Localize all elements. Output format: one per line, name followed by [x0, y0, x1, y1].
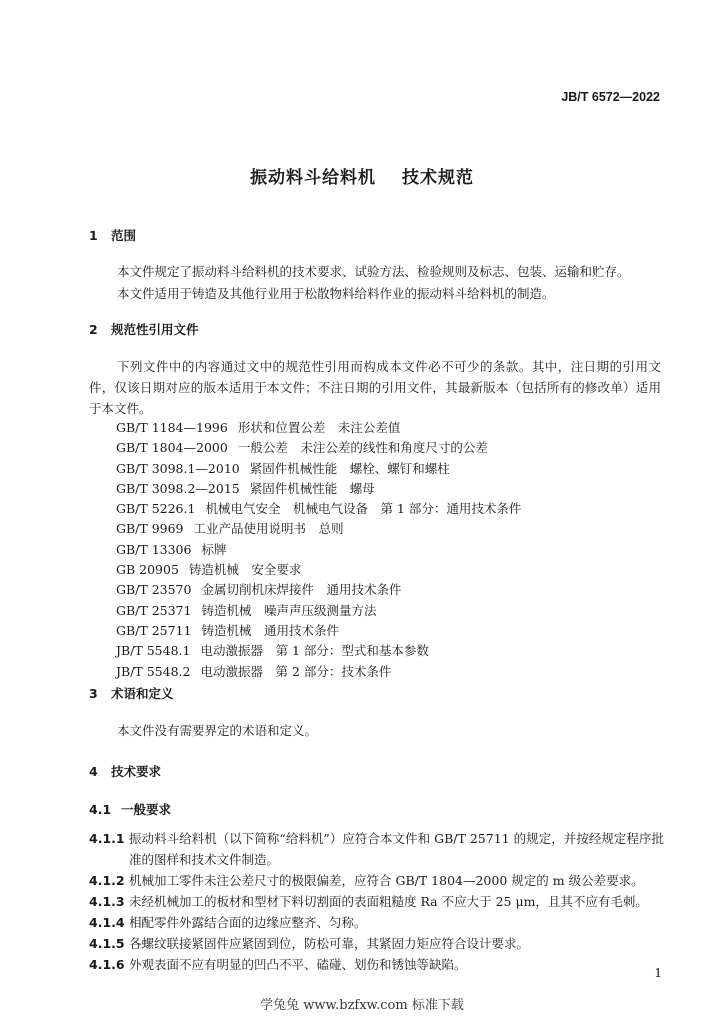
footer-watermark: 学兔兔 www.bzfxw.com 标准下载 — [260, 998, 464, 1013]
clause-item: 4.1.2 机械加工零件未注公差尺寸的极限偏差，应符合 GB/T 1804—2000 规定的 m 级公差要求。 — [89, 873, 644, 888]
reference-item: GB/T 3098.2—2015 紧固件机械性能 螺母 — [116, 480, 375, 496]
reference-item: JB/T 5548.1 电动激振器 第 1 部分：型式和基本参数 — [116, 643, 429, 659]
reference-item: GB/T 1804—2000 一般公差 未注公差的线性和角度尺寸的公差 — [116, 440, 488, 456]
subsection-heading: 4.1 一般要求 — [89, 802, 172, 817]
reference-item: GB/T 3098.1—2010 紧固件机械性能 螺栓、螺钉和螺柱 — [116, 460, 450, 476]
paragraph: 本文件适用于铸造及其他行业用于松散物料给料作业的振动料斗给料机的制造。 — [117, 286, 555, 301]
paragraph: 本文件没有需要界定的术语和定义。 — [117, 723, 318, 738]
paragraph: 本文件规定了振动料斗给料机的技术要求、试验方法、检验规则及标志、包装、运输和贮存。 — [117, 264, 630, 279]
reference-item: GB/T 23570 金属切削机床焊接件 通用技术条件 — [116, 582, 402, 598]
section-heading-2: 2 规范性引用文件 — [89, 322, 199, 337]
clause-list — [89, 828, 664, 975]
clause-item: 4.1.5 各螺纹联接紧固件应紧固到位，防松可靠，其紧固力矩应符合设计要求。 — [89, 936, 530, 951]
section-heading-3: 3 术语和定义 — [89, 686, 174, 701]
paragraph: 下列文件中的内容通过文中的规范性引用而构成本文件必不可少的条款。其中，注日期的引用文件，仅该日期对应的版本适用于本文件；不注日期的引用文件，其最新版本（包括所有的修改单）适用于本文件。 — [89, 359, 661, 416]
reference-item: GB/T 25371 铸造机械 噪声声压级测量方法 — [116, 602, 377, 618]
reference-list — [116, 418, 521, 682]
section-heading-1: 1 范围 — [89, 228, 137, 243]
standard-number: JB/T 6572—2022 — [561, 90, 660, 104]
clause-item: 4.1.3 未经机械加工的板材和型材下料切割面的表面粗糙度 Ra 不应大于 25 μm，且其不应有毛刺。 — [89, 894, 648, 909]
section-heading-4: 4 技术要求 — [89, 764, 162, 779]
title-left: 振动料斗给料机 — [250, 168, 376, 188]
document-title — [0, 163, 724, 188]
clause-item: 4.1.4 相配零件外露结合面的边缘应整齐、匀称。 — [89, 915, 367, 930]
reference-item: JB/T 5548.2 电动激振器 第 2 部分：技术条件 — [116, 663, 392, 679]
reference-item: GB/T 13306 标牌 — [116, 541, 227, 557]
reference-item: GB/T 1184—1996 形状和位置公差 未注公差值 — [116, 420, 401, 435]
reference-item: GB/T 25711 铸造机械 通用技术条件 — [116, 622, 339, 638]
clause-item: 4.1.1 振动料斗给料机（以下简称“给料机”）应符合本文件和 GB/T 25711 的规定，并按经规定程序批准的图样和技术文件制造。 — [89, 831, 664, 867]
clause-item: 4.1.6 外观表面不应有明显的凹凸不平、磕碰、划伤和锈蚀等缺陷。 — [89, 957, 467, 972]
title-right: 技术规范 — [402, 168, 474, 188]
reference-item: GB 20905 铸造机械 安全要求 — [116, 562, 302, 578]
reference-item: GB/T 5226.1 机械电气安全 机械电气设备 第 1 部分：通用技术条件 — [116, 501, 522, 517]
page-number: 1 — [654, 966, 662, 980]
reference-item: GB/T 9969 工业产品使用说明书 总则 — [116, 521, 344, 537]
